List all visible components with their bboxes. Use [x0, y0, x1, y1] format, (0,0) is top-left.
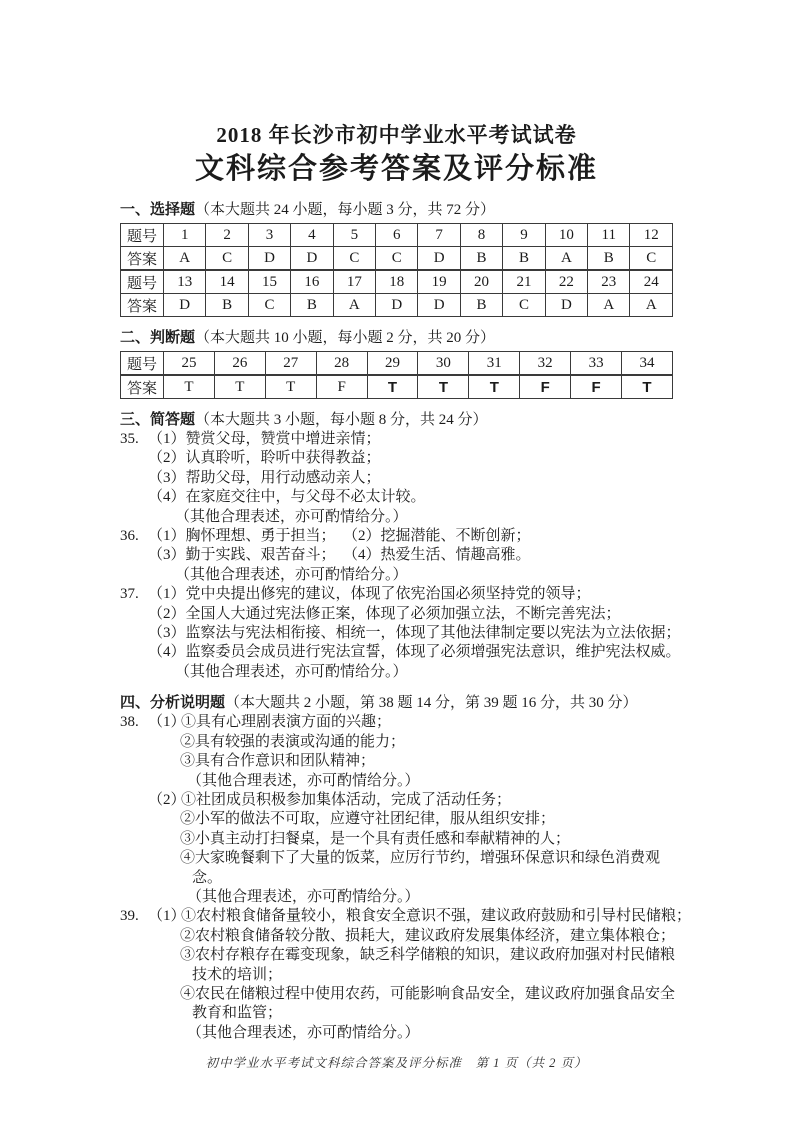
- qnum-cell: 13: [164, 270, 206, 294]
- qnum-cell: 15: [248, 270, 290, 294]
- table-row: [121, 224, 673, 247]
- answer-cell: F: [316, 375, 367, 399]
- row-label-cell: 答案: [121, 294, 164, 317]
- qnum-cell: 22: [545, 270, 587, 294]
- answer-cell: C: [248, 294, 290, 317]
- answer-text: ①具有心理剧表演方面的兴趣；: [181, 714, 392, 731]
- question-38-answer: [120, 713, 685, 907]
- answer-cell: D: [291, 247, 333, 271]
- short-answer-section: [120, 430, 692, 1043]
- qnum-cell: 7: [418, 224, 460, 247]
- answer-line: （3）监察法与宪法相衔接、相统一，体现了其他法律制定要以宪法为立法依据；: [148, 625, 681, 642]
- answer-line: ③农村存粮存在霉变现象，缺乏科学储粮的知识，建议政府加强对村民储粮技术的培训；: [180, 947, 676, 983]
- answer-line: [120, 907, 692, 926]
- answer-cell: D: [418, 247, 460, 271]
- qnum-cell: 19: [418, 270, 460, 294]
- table-row: [121, 375, 673, 399]
- document-content: [120, 200, 692, 1043]
- answer-cell: A: [164, 247, 206, 271]
- qnum-cell: 16: [291, 270, 333, 294]
- grading-note: （其他合理表述，亦可酌情给分。）: [187, 772, 420, 789]
- section-1-name: 一、选择题: [120, 201, 196, 218]
- qnum-cell: 30: [418, 352, 469, 376]
- table-row: [121, 352, 673, 376]
- qnum-cell: 5: [333, 224, 375, 247]
- qnum-cell: 2: [206, 224, 248, 247]
- answer-cell: A: [333, 294, 375, 317]
- answer-cell: D: [376, 294, 418, 317]
- answer-line: [120, 430, 685, 449]
- answer-cell: T: [469, 375, 520, 399]
- qnum-cell: 3: [248, 224, 290, 247]
- answer-text: （2）挖掘潜能、不断创新；: [343, 528, 531, 545]
- answer-line: ②农村粮食储备较分散、损耗大，建议政府发展集体经济，建立集体粮仓；: [180, 927, 676, 944]
- answer-cell: A: [588, 294, 630, 317]
- answer-text: （1）赞赏父母，赞赏中增进亲情；: [148, 431, 381, 447]
- qnum-cell: 33: [571, 352, 622, 376]
- answer-cell: C: [503, 294, 545, 317]
- qnum-cell: 10: [545, 224, 587, 247]
- part-number: （1）: [148, 714, 186, 731]
- answer-line: [120, 791, 685, 810]
- question-number: 39.: [120, 908, 139, 925]
- answer-text: （1）党中央提出修宪的建议，体现了依宪治国必须坚持党的领导；: [148, 586, 591, 603]
- section-1-meta: （本大题共 24 小题，每小题 3 分，共 72 分）: [195, 202, 496, 218]
- qnum-cell: 29: [367, 352, 418, 376]
- qnum-cell: 25: [164, 352, 215, 376]
- answer-text: （1）胸怀理想、勇于担当；: [148, 528, 336, 545]
- section-2-name: 二、判断题: [120, 329, 196, 346]
- qnum-cell: 32: [520, 352, 571, 376]
- question-37-answer: [120, 585, 685, 682]
- answer-line: [120, 546, 685, 565]
- answer-cell: A: [545, 247, 587, 271]
- answer-cell: A: [630, 294, 673, 317]
- answer-line: ④大家晚餐剩下了大量的饭菜，应厉行节约，增强环保意识和绿色消费观念。: [180, 850, 661, 886]
- answer-line: [120, 527, 685, 546]
- answer-cell: F: [520, 375, 571, 399]
- section-3-meta: （本大题共 3 小题，每小题 8 分，共 24 分）: [195, 412, 488, 428]
- qnum-cell: 8: [460, 224, 502, 247]
- exam-title: 2018 年长沙市初中学业水平考试试卷: [216, 123, 577, 147]
- qnum-cell: 9: [503, 224, 545, 247]
- answer-text: ①农村粮食储备量较小，粮食安全意识不强，建议政府鼓励和引导村民储粮；: [181, 908, 692, 925]
- multiple-choice-answer-table: [120, 223, 673, 317]
- answer-cell: C: [376, 247, 418, 271]
- question-number: 35.: [120, 431, 139, 447]
- answer-line: ②小军的做法不可取，应遵守社团纪律，服从组织安排；: [180, 811, 556, 828]
- answer-cell: C: [333, 247, 375, 271]
- grading-note: （其他合理表述，亦可酌情给分。）: [187, 1024, 420, 1041]
- answer-text: （3）勤于实践、艰苦奋斗；: [148, 547, 336, 564]
- question-35-answer: [120, 430, 685, 527]
- section-2-meta: （本大题共 10 小题，每小题 2 分，共 20 分）: [195, 330, 496, 346]
- answer-cell: B: [206, 294, 248, 317]
- answer-text: （4）热爱生活、情趣高雅。: [343, 547, 531, 564]
- qnum-cell: 24: [630, 270, 673, 294]
- answer-cell: C: [206, 247, 248, 271]
- answer-cell: T: [214, 375, 265, 399]
- part-number: （2）: [148, 791, 186, 808]
- qnum-cell: 34: [622, 352, 673, 376]
- qnum-cell: 20: [460, 270, 502, 294]
- qnum-cell: 14: [206, 270, 248, 294]
- part-number: （1）: [148, 908, 186, 925]
- grading-note: （其他合理表述，亦可酌情给分。）: [187, 888, 420, 905]
- question-36-answer: [120, 527, 685, 585]
- qnum-cell: 17: [333, 270, 375, 294]
- qnum-cell: 4: [291, 224, 333, 247]
- qnum-cell: 21: [503, 270, 545, 294]
- answer-key-title: 文科综合参考答案及评分标准: [194, 153, 598, 185]
- qnum-cell: 23: [588, 270, 630, 294]
- answer-cell: T: [622, 375, 673, 399]
- section-4-meta: （本大题共 2 小题，第 38 题 14 分，第 39 题 16 分，共 30 分）: [225, 695, 638, 712]
- answer-cell: D: [164, 294, 206, 317]
- section-3-heading: [120, 410, 685, 430]
- qnum-cell: 6: [376, 224, 418, 247]
- answer-cell: T: [418, 375, 469, 399]
- question-number: 37.: [120, 586, 139, 603]
- answer-line: ③具有合作意识和团队精神；: [180, 753, 376, 770]
- row-label-cell: 题号: [121, 270, 164, 294]
- grading-note: （其他合理表述，亦可酌情给分。）: [175, 508, 408, 525]
- answer-cell: B: [291, 294, 333, 317]
- answer-line: [120, 713, 685, 732]
- section-2-heading: [120, 328, 685, 348]
- answer-cell: D: [545, 294, 587, 317]
- qnum-cell: 27: [265, 352, 316, 376]
- row-label-cell: 答案: [121, 247, 164, 271]
- question-number: 36.: [120, 528, 139, 545]
- section-1-heading: [120, 200, 685, 220]
- section-4-name: 四、分析说明题: [120, 694, 226, 712]
- qnum-cell: 26: [214, 352, 265, 376]
- answer-line: （4）监察委员会成员进行宪法宣誓，体现了必须增强宪法意识，维护宪法权威。: [148, 644, 681, 661]
- answer-cell: T: [265, 375, 316, 399]
- qnum-cell: 1: [164, 224, 206, 247]
- table-row: [121, 294, 673, 317]
- answer-cell: F: [571, 375, 622, 399]
- answer-text: ①社团成员积极参加集体活动，完成了活动任务；: [181, 791, 512, 808]
- answer-line: （3）帮助父母，用行动感动亲人；: [148, 469, 381, 486]
- answer-line: [120, 585, 685, 604]
- answer-line: （2）全国人大通过宪法修正案，体现了必须加强立法，不断完善宪法；: [148, 605, 621, 622]
- table-row: [121, 247, 673, 271]
- grading-note: （其他合理表述，亦可酌情给分。）: [175, 566, 408, 583]
- section-4-heading: [120, 693, 685, 713]
- answer-cell: T: [367, 375, 418, 399]
- qnum-cell: 18: [376, 270, 418, 294]
- answer-cell: B: [460, 294, 502, 317]
- answer-line: ④农民在储粮过程中使用农药，可能影响食品安全，建议政府加强食品安全教育和监管；: [180, 985, 676, 1022]
- answer-line: ③小真主动打扫餐桌，是一个具有责任感和奉献精神的人；: [180, 830, 571, 847]
- answer-cell: D: [418, 294, 460, 317]
- answer-cell: B: [588, 247, 630, 271]
- answer-cell: T: [164, 375, 215, 399]
- section-3-name: 三、简答题: [120, 411, 196, 428]
- answer-line: （4）在家庭交往中，与父母不必太计较。: [148, 489, 426, 506]
- row-label-cell: 题号: [121, 224, 164, 247]
- qnum-cell: 11: [588, 224, 630, 247]
- question-number: 38.: [120, 714, 139, 731]
- grading-note: （其他合理表述，亦可酌情给分。）: [175, 663, 408, 680]
- qnum-cell: 31: [469, 352, 520, 376]
- qnum-cell: 28: [316, 352, 367, 376]
- row-label-cell: 题号: [121, 352, 164, 376]
- answer-cell: C: [630, 247, 673, 271]
- question-39-answer: [120, 907, 692, 1043]
- qnum-cell: 12: [630, 224, 673, 247]
- row-label-cell: 答案: [121, 375, 164, 399]
- truefalse-answer-table: [120, 351, 673, 399]
- answer-line: ②具有较强的表演或沟通的能力；: [180, 733, 406, 750]
- page-footer: 初中学业水平考试文科综合答案及评分标准 第 1 页（共 2 页）: [205, 1056, 588, 1071]
- answer-cell: D: [248, 247, 290, 271]
- answer-cell: B: [503, 247, 545, 271]
- answer-cell: B: [460, 247, 502, 271]
- table-row: [121, 270, 673, 294]
- answer-line: （2）认真聆听，聆听中获得教益；: [148, 450, 381, 467]
